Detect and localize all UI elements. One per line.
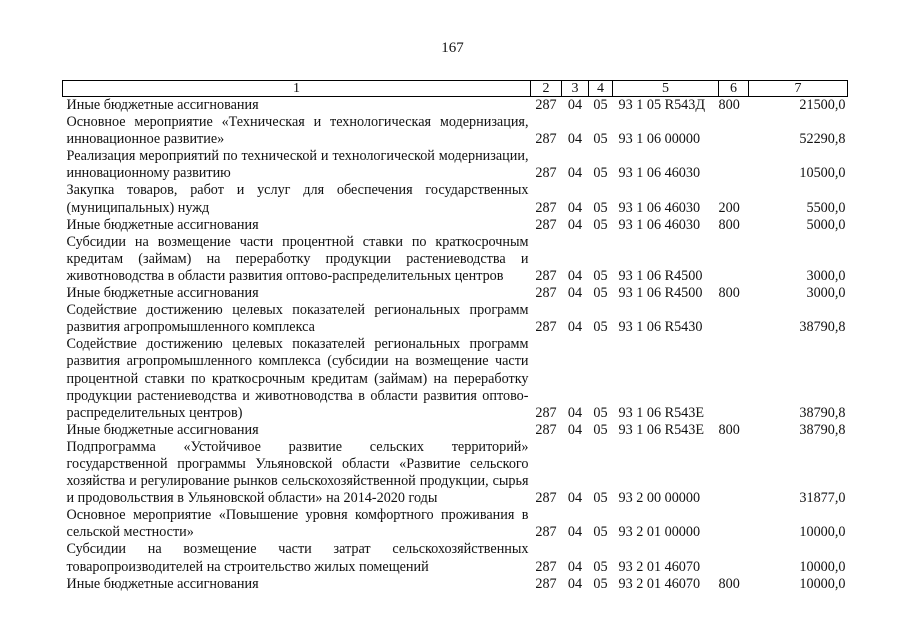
header-col-3: 3 (562, 81, 589, 97)
row-amount: 38790,8 (799, 404, 846, 421)
row-grbs-code: 287 (535, 319, 557, 336)
row-grbs-code: 287 (535, 404, 557, 421)
row-section-code: 04 (567, 524, 583, 541)
row-expense-type-code: 800 (718, 97, 740, 113)
row-target-article-code: 93 2 00 00000 (618, 490, 701, 507)
header-col-5: 5 (613, 81, 719, 97)
page-number: 167 (441, 40, 464, 56)
row-description: Содействие достижению целевых показателей региональных программ развития агропромышленного комплекса (66, 302, 529, 336)
table-row (63, 541, 848, 575)
row-grbs-code: 287 (535, 285, 557, 302)
row-grbs-code: 287 (535, 131, 557, 148)
row-target-article-code: 93 1 06 46030 (618, 216, 701, 233)
row-amount: 38790,8 (799, 421, 846, 438)
row-amount: 3000,0 (806, 267, 846, 284)
row-description: Закупка товаров, работ и услуг для обеспечения государственных (муниципальных) нужд (66, 182, 529, 216)
row-subsection-code: 05 (593, 404, 608, 421)
row-subsection-code: 05 (593, 165, 608, 182)
row-grbs-code: 287 (535, 421, 557, 438)
row-grbs-code: 287 (535, 490, 557, 507)
row-description: Содействие достижению целевых показателей региональных программ развития агропромышленного комплекса (субсидии на возмещение части процентной ставки по краткосрочным кредитам (займам) на переработку продукции растениеводства и животноводства в области развития оптово-распределительных центров) (66, 336, 529, 421)
table-row (63, 234, 848, 285)
row-description: Иные бюджетные ассигнования (66, 421, 259, 438)
row-amount: 10000,0 (799, 575, 846, 592)
row-amount: 5500,0 (806, 199, 846, 216)
row-amount: 5000,0 (806, 216, 846, 233)
row-description: Субсидии на возмещение части процентной ставки по краткосрочным кредитам (займам) на переработку продукции растениеводства и животноводства в области развития оптово-распределительных центров (66, 233, 529, 284)
row-amount: 21500,0 (799, 97, 846, 113)
row-section-code: 04 (567, 490, 583, 507)
row-expense-type-code: 200 (718, 199, 740, 216)
row-amount: 10000,0 (799, 558, 846, 575)
row-target-article-code: 93 2 01 00000 (618, 524, 701, 541)
row-description: Иные бюджетные ассигнования (66, 97, 259, 113)
row-expense-type-code (719, 507, 749, 541)
row-expense-type-code (719, 148, 749, 182)
row-target-article-code: 93 1 06 R4500 (618, 267, 703, 284)
row-amount: 52290,8 (799, 131, 846, 148)
table-row (63, 285, 848, 302)
row-grbs-code: 287 (535, 199, 557, 216)
row-target-article-code: 93 1 06 R4500 (618, 285, 703, 302)
row-amount: 3000,0 (806, 285, 846, 302)
row-grbs-code: 287 (535, 524, 557, 541)
row-target-article-code: 93 1 05 R543Д (618, 97, 706, 113)
row-description: Основное мероприятие «Повышение уровня комфортного проживания в сельской местности» (66, 507, 529, 541)
row-grbs-code: 287 (535, 216, 557, 233)
table-body (63, 97, 848, 593)
row-subsection-code: 05 (593, 131, 608, 148)
row-section-code: 04 (567, 216, 583, 233)
row-section-code: 04 (567, 97, 583, 113)
header-col-1: 1 (63, 81, 531, 97)
row-section-code: 04 (567, 404, 583, 421)
row-section-code: 04 (567, 319, 583, 336)
row-amount: 38790,8 (799, 319, 846, 336)
table-row (63, 336, 848, 421)
row-amount: 10500,0 (799, 165, 846, 182)
row-description: Иные бюджетные ассигнования (66, 216, 259, 233)
row-description: Подпрограмма «Устойчивое развитие сельских территорий» государственной программы Ульяновской области «Развитие сельского хозяйства и регулирование рынков сельскохозяйственной продукции, сырья и продовольствия в Ульяновской области» на 2014-2020 годы (66, 438, 529, 507)
row-target-article-code: 93 1 06 R5430 (618, 319, 703, 336)
table-row (63, 182, 848, 216)
row-section-code: 04 (567, 558, 583, 575)
row-subsection-code: 05 (593, 285, 608, 302)
row-expense-type-code (719, 541, 749, 575)
header-col-2: 2 (531, 81, 562, 97)
row-section-code: 04 (567, 285, 583, 302)
table-row (63, 507, 848, 541)
row-section-code: 04 (567, 421, 583, 438)
row-target-article-code: 93 1 06 00000 (618, 131, 701, 148)
row-expense-type-code: 800 (718, 285, 740, 302)
table-header (63, 81, 848, 97)
row-grbs-code: 287 (535, 165, 557, 182)
row-amount: 10000,0 (799, 524, 846, 541)
row-section-code: 04 (567, 575, 583, 592)
row-subsection-code: 05 (593, 575, 608, 592)
row-subsection-code: 05 (593, 558, 608, 575)
row-section-code: 04 (567, 199, 583, 216)
table-row (63, 114, 848, 148)
row-description: Субсидии на возмещение части затрат сельскохозяйственных товаропроизводителей на строительство жилых помещений (66, 541, 529, 575)
row-expense-type-code (719, 439, 749, 507)
table-row (63, 439, 848, 507)
row-expense-type-code (719, 114, 749, 148)
header-col-4: 4 (589, 81, 613, 97)
table-row (63, 302, 848, 336)
row-section-code: 04 (567, 267, 583, 284)
row-subsection-code: 05 (593, 97, 608, 113)
row-description: Иные бюджетные ассигнования (66, 575, 259, 592)
row-grbs-code: 287 (535, 575, 557, 592)
row-section-code: 04 (567, 131, 583, 148)
row-target-article-code: 93 2 01 46070 (618, 558, 701, 575)
row-section-code: 04 (567, 165, 583, 182)
row-target-article-code: 93 1 06 R543E (618, 421, 705, 438)
row-subsection-code: 05 (593, 490, 608, 507)
row-grbs-code: 287 (535, 97, 557, 113)
row-expense-type-code (719, 302, 749, 336)
row-expense-type-code: 800 (718, 575, 740, 592)
table-row (63, 217, 848, 234)
row-target-article-code: 93 1 06 46030 (618, 165, 701, 182)
row-expense-type-code (719, 234, 749, 285)
row-target-article-code: 93 1 06 46030 (618, 199, 701, 216)
row-target-article-code: 93 2 01 46070 (618, 575, 701, 592)
row-subsection-code: 05 (593, 216, 608, 233)
row-expense-type-code: 800 (718, 216, 740, 233)
table-row (63, 97, 848, 115)
header-col-7: 7 (749, 81, 848, 97)
row-expense-type-code (719, 336, 749, 421)
table-row (63, 148, 848, 182)
row-target-article-code: 93 1 06 R543E (618, 404, 705, 421)
row-grbs-code: 287 (535, 558, 557, 575)
row-subsection-code: 05 (593, 199, 608, 216)
row-description: Основное мероприятие «Техническая и технологическая модернизация, инновационное развитие» (66, 114, 529, 148)
table-row (63, 422, 848, 439)
row-description: Иные бюджетные ассигнования (66, 285, 259, 302)
header-col-6: 6 (719, 81, 749, 97)
row-grbs-code: 287 (535, 267, 557, 284)
budget-table (62, 80, 848, 593)
row-subsection-code: 05 (593, 319, 608, 336)
row-subsection-code: 05 (593, 524, 608, 541)
row-description: Реализация мероприятий по технической и технологической модернизации, инновационному развитию (66, 148, 529, 182)
row-subsection-code: 05 (593, 267, 608, 284)
row-subsection-code: 05 (593, 421, 608, 438)
table-row (63, 576, 848, 593)
row-amount: 31877,0 (799, 490, 846, 507)
row-expense-type-code: 800 (718, 421, 740, 438)
